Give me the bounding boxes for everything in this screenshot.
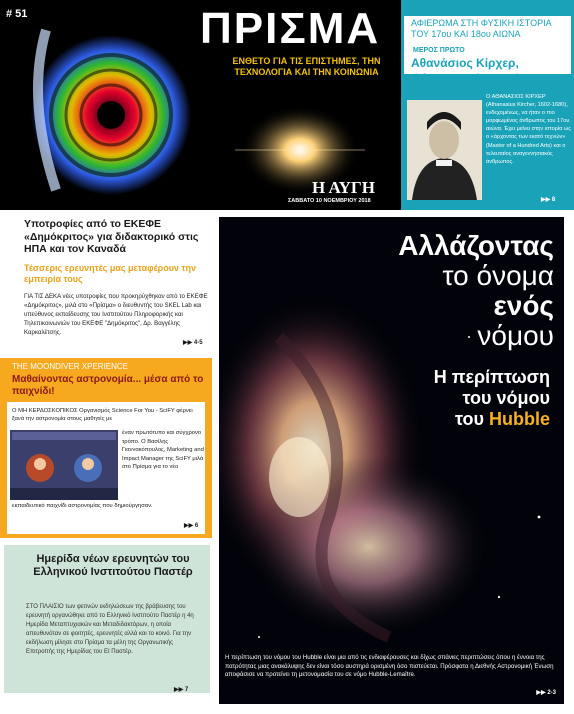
spiral-artwork <box>6 20 196 210</box>
kircher-feature <box>401 0 574 210</box>
astronomy-lead: Ο ΜΗ ΚΕΡΔΟΣΚΟΠΙΚΟΣ Οργανισμός Science For You - SciFY φέρνει ξανά την αστρονομία στους μαθητές με <box>12 408 193 423</box>
pasteur-title: Ημερίδα νέων ερευνητών του Ελληνικού Ινστιτούτου Παστέρ <box>33 553 193 578</box>
cover-caption: Η περίπτωση του νόμου του Hubble είναι μια από τις ενδιαφέρουσες και δίχως σπάνιες περιπτώσεις όπου η έννοια της πατρότητας μιας ανακάλυψης δεν είναι τόσο αυστηρά ορισμένη όσο πιστεύεται. Πρόσφατα η Διεθνής Αστρονομική Ένωση αποφάσισε να προτείνει τη μετονομασία του σε νόμο Hubble-Lemaître. <box>225 654 554 679</box>
scholarships-subtitle: Τέσσερις ερευνητές μας μεταφέρουν την εμπειρία τους <box>24 263 196 284</box>
magazine-title: ΠΡΙΣΜΑ <box>200 4 381 53</box>
issue-number: # 51 <box>6 8 28 20</box>
cover-headline-line-1: Αλλάζοντας <box>398 230 554 261</box>
cover-page-ref: ▶▶ 2-3 <box>536 690 556 696</box>
cover-headline <box>254 231 554 351</box>
astronomy-label: THE MOONDIVER XPERIENCE <box>12 362 129 371</box>
cover-headline-line-4: νόμου <box>477 320 554 351</box>
kircher-body: Ο ΑΘΑΝΑΣΙΟΣ ΚΙΡΧΕΡ (Athanasius Kircher, 1602-1680), ενδεχομένως, να ήταν ο πιο μορφωμένος άνθρωπος του 17ου αιώνα. Έχει μείνει στην ιστορία ως ο «άρχοντας των εκατό τεχνών» (Master of a Hundred Arts) και ο τελευταίος αναγεννησιακός άνθρωπος. <box>486 94 571 165</box>
kircher-intro: ΑΦΙΕΡΩΜΑ ΣΤΗ ΦΥΣΙΚΗ ΙΣΤΟΡΙΑ ΤΟΥ 17ου ΚΑΙ 18ου ΑΙΩΝΑ <box>411 18 552 39</box>
kircher-subtitle: ο άνθρωπος που ρώτησε τα πάντα <box>407 72 532 81</box>
astronomy-title: Μαθαίνοντας αστρονομία... μέσα από το παιχνίδι! <box>12 374 204 397</box>
game-screenshot <box>10 430 118 500</box>
kircher-part: ΜΕΡΟΣ ΠΡΩΤΟ <box>413 47 465 54</box>
cover-headline-line-3: ενός <box>493 290 554 321</box>
astronomy-game-article <box>0 358 212 538</box>
masthead <box>0 0 401 210</box>
kircher-name: Αθανάσιος Κίρχερ, <box>411 56 519 70</box>
scholarships-body: ΓΙΑ ΤΙΣ ΔΕΚΑ νέες υποτροφίες που προκηρύχθηκαν από το ΕΚΕΦΕ «Δημόκριτος», μιλά στο «Πρίσμα» ο διευθυντής του SKEL Lab και υπεύθυνος εκπαίδευσης του Ινστιτούτου Πληροφορικής και Τηλεπικοινωνιών του ΕΚΕΦΕ "Δημόκριτος", Δρ. Βαγγέλης Καρκαλέτσης. <box>24 293 208 336</box>
cover-story <box>219 217 564 704</box>
cover-subhead-line-2: του νόμου <box>462 388 550 408</box>
cover-subhead-line-3 <box>320 409 550 430</box>
astronomy-page-ref: ▶▶ 6 <box>184 523 199 529</box>
cover-subhead-word: του <box>454 409 484 429</box>
tagline: ΕΝΘΕΤΟ ΓΙΑ ΤΙΣ ΕΠΙΣΤΗΜΕΣ, ΤΗΝ ΤΕΧΝΟΛΟΓΙΑ ΚΑΙ ΤΗΝ ΚΟΙΝΩΝΙΑ <box>232 56 381 77</box>
scholarships-article <box>0 215 215 352</box>
pasteur-article <box>0 545 212 705</box>
kircher-page-ref: ▶▶ 8 <box>541 197 556 203</box>
scholarships-page-ref: ▶▶ 4-5 <box>183 340 203 346</box>
astronomy-body: έναν πρωτότυπο και σύγχρονο τρόπο. Ο Βασίλης Γιαννακόπουλος, Marketing and Impact Manager της SciFY μιλά στο Πρίσμα για το νέο <box>122 430 204 471</box>
astronomy-tail: εκπαιδευτικό παιχνίδι αστρονομίας που δημιούργησαν. <box>12 503 153 509</box>
newspaper-name: Η ΑΥΓΗ <box>312 178 375 197</box>
pasteur-body: ΣΤΟ ΠΛΑΙΣΙΟ των φετινών εκδηλώσεων της βράβευσης του ερευνητή οργανώθηκε από το Ελληνικό Ινστιτούτο Παστέρ η 4η Ημερίδα Μεταπτυχιακών και Μεταδιδακτόρων, η οποία απευθυνόταν σε φοιτητές, ερευνητές αλλά και το κοινό. Για την εκδήλωση μίλησε στο Πρίσμα τα μέλη της Οργανωτικής Επιτροπής της Ημερίδας του ΕΙ Παστέρ. <box>26 604 194 655</box>
cover-subhead-line-1: Η περίπτωση <box>433 367 550 387</box>
hubble-highlight: Hubble <box>489 409 550 429</box>
issue-date: ΣΑΒΒΑΤΟ 10 ΝΟΕΜΒΡΙΟΥ 2018 <box>288 198 371 204</box>
kircher-portrait <box>407 100 482 200</box>
cover-subhead <box>320 367 550 430</box>
cover-headline-line-2: το όνομα <box>442 260 554 291</box>
pasteur-page-ref: ▶▶ 7 <box>174 687 189 693</box>
scholarships-title: Υποτροφίες από το ΕΚΕΦΕ «Δημόκριτος» για διδακτορικό στις ΗΠΑ και τον Καναδά <box>24 218 199 255</box>
